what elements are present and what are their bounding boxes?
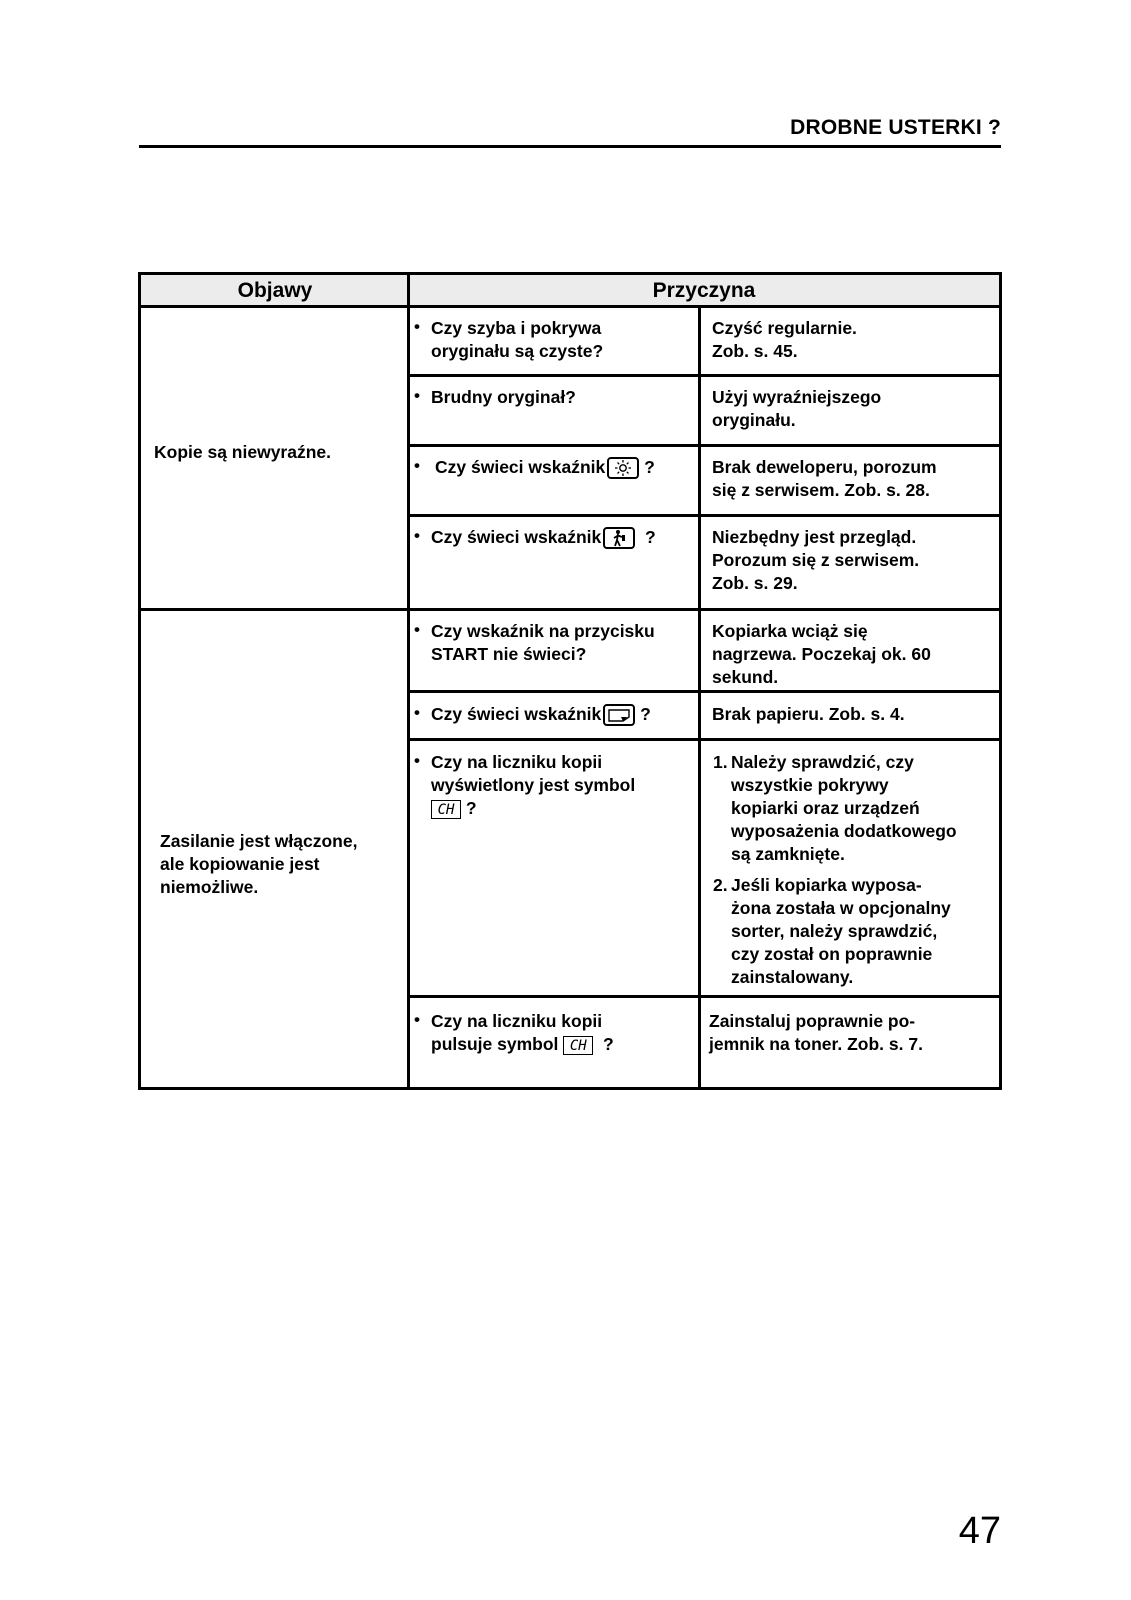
cause-question: Czy świeci wskaźnik ? <box>431 703 651 726</box>
divider <box>141 305 999 308</box>
header-symptoms: Objawy <box>237 279 313 302</box>
bullet: • <box>414 456 420 475</box>
page-number: 47 <box>958 1510 1001 1552</box>
divider <box>407 690 999 693</box>
header-cause: Przyczyna <box>652 279 756 302</box>
cause-remedy: Czyść regularnie. Zob. s. 45. <box>712 318 857 361</box>
cause-question: Czy szyba i pokrywa oryginału są czyste? <box>431 318 604 361</box>
header-rule <box>139 145 1001 148</box>
bullet: • <box>414 703 420 722</box>
paper-empty-indicator-icon <box>603 704 635 726</box>
troubleshooting-table <box>138 272 1002 1090</box>
developer-indicator-icon <box>607 457 639 479</box>
cause-question: Czy świeci wskaźnik ? <box>431 526 656 549</box>
symptom-cannot-copy: Zasilanie jest włączone, ale kopiowanie jest niemożliwe. <box>160 831 358 897</box>
ch-symbol-icon: CH <box>563 1036 593 1055</box>
bullet: • <box>414 317 420 336</box>
bullet: • <box>414 526 420 545</box>
ch-symbol-icon: CH <box>431 800 461 819</box>
divider <box>698 305 701 1087</box>
divider <box>407 995 999 998</box>
divider <box>407 374 999 377</box>
cause-remedy: Brak deweloperu, porozum się z serwisem. Zob. s. 28. <box>712 457 937 500</box>
maintenance-indicator-icon <box>603 527 635 549</box>
divider <box>141 608 999 611</box>
cause-question: Czy wskaźnik na przycisku START nie świeci? <box>431 621 655 664</box>
section-title: DROBNE USTERKI ? <box>790 116 1001 139</box>
bullet: • <box>414 751 420 770</box>
cause-remedy: Niezbędny jest przegląd. Porozum się z serwisem. Zob. s. 29. <box>712 527 920 593</box>
divider <box>407 275 410 1087</box>
cause-remedy: Kopiarka wciąż się nagrzewa. Poczekaj ok. 60 sekund. <box>712 621 931 687</box>
cause-remedy: Użyj wyraźniejszego oryginału. <box>712 387 882 430</box>
bullet: • <box>414 1010 420 1029</box>
cause-question: Czy świeci wskaźnik ? <box>435 456 655 479</box>
divider <box>407 514 999 517</box>
cause-remedy: 1. Należy sprawdzić, czy wszystkie pokrywy kopiarki oraz urządzeń wyposażenia dodatkowego są zamknięte. 2. Jeśli kopiarka wyposa- żona została w opcjonalny sorter, należy sprawdzić, czy został on poprawnie zainstalowany. <box>713 752 957 987</box>
bullet: • <box>414 620 420 639</box>
cause-question: Czy na liczniku kopii wyświetlony jest symbol CH ? <box>431 752 636 818</box>
divider <box>407 444 999 447</box>
cause-remedy: Zainstaluj poprawnie po- jemnik na toner. Zob. s. 7. <box>709 1011 923 1054</box>
bullet: • <box>414 386 420 405</box>
symptom-blurry-copies: Kopie są niewyraźne. <box>154 442 332 462</box>
divider <box>407 738 999 741</box>
cause-question: Czy na liczniku kopii pulsuje symbol CH ? <box>431 1011 614 1054</box>
cause-question: Brudny oryginał? <box>431 387 576 407</box>
cause-remedy: Brak papieru. Zob. s. 4. <box>712 704 905 724</box>
